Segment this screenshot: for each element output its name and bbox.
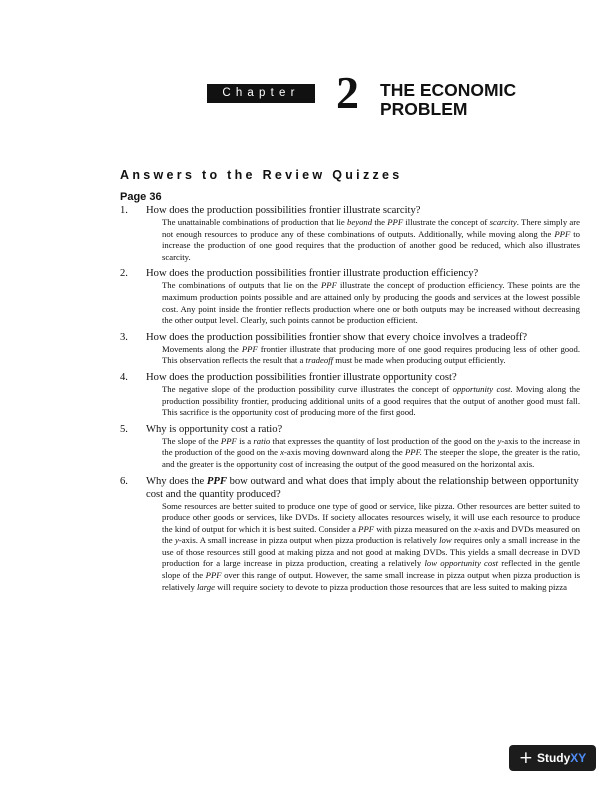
- plus-icon: +: [518, 747, 533, 768]
- text-run: bow outward and what does that imply about the relationship between opportunity cost and the quantity produced?: [146, 475, 579, 500]
- answer-text: [162, 384, 580, 419]
- qa-item: [120, 423, 580, 471]
- text-run: frontier illustrate that producing more of one good requires producing less of other good. This observation reflects the result that a: [162, 343, 580, 366]
- question: [120, 423, 580, 436]
- text-run: The negative slope of the production possibility curve illustrates the concept of: [162, 383, 453, 394]
- text-run: PPF: [241, 343, 258, 354]
- page-label: Page 36: [120, 191, 162, 203]
- text-run: -axis. A small increase in pizza output when pizza production is relatively: [178, 535, 440, 546]
- chapter-label: Chapter: [207, 84, 315, 103]
- text-run: The combinations of outputs that lie on the: [162, 280, 321, 291]
- answer-text: [162, 501, 580, 594]
- text-run: requires only a small increase in the use of those resources still good at making pizza and not good at making DVDs. This yields a small decrease in DVD production for a large increase in pizza production, creating a relatively: [162, 535, 580, 569]
- chapter-title: [380, 81, 516, 119]
- text-run: The steeper the slope, the greater is the ratio, and the greater is the opportunity cost of increasing the output of the good measured on the horizontal axis.: [162, 447, 580, 469]
- answer-text: [162, 217, 580, 263]
- text-run: tradeoff: [305, 355, 334, 366]
- brand-name-part1: Study: [536, 751, 571, 765]
- brand-name-part2: XY: [570, 751, 587, 765]
- text-run: illustrate the concept of production efficiency. These points are the maximum production points possible and are attained only by producing the goods and services at the lowest possible cost. Any point inside the frontier reflects production where one or both outputs may be increased without decreasing the other output level. Clearly, such points cannot be production efficient.: [162, 280, 580, 326]
- qa-list: [120, 204, 580, 597]
- question-text: How does the production possibilities frontier illustrate production efficiency?: [146, 268, 479, 280]
- text-run: that expresses the quantity of lost production of the good on the: [270, 435, 498, 446]
- text-run: over this range of output. However, the same small increase in pizza output when pizza production is relatively: [162, 570, 580, 592]
- qa-item: [120, 267, 580, 326]
- text-run: ratio: [253, 435, 271, 446]
- question: [120, 475, 580, 501]
- chapter-number: 2: [336, 67, 359, 118]
- text-run: large: [196, 581, 215, 592]
- text-run: Some resources are better suited to produce one type of good or service, like pizza. Other resources are better suited to produce other goods or services, like DVDs. If society allocates resources wisely, it will use each resource to produce the kind of output for which it is best suited. Consider a: [162, 500, 580, 534]
- text-run: PPF: [206, 475, 227, 487]
- text-run: the: [372, 217, 388, 227]
- question-text: How does the production possibilities frontier illustrate opportunity cost?: [146, 371, 457, 383]
- question-text: [146, 475, 580, 501]
- text-run: PPF: [220, 435, 237, 446]
- studyxy-badge[interactable]: [509, 745, 596, 771]
- text-run: must be made when producing output efficiently.: [333, 355, 506, 366]
- text-run: PPF: [358, 523, 375, 534]
- text-run: x: [473, 523, 478, 534]
- text-run: -axis moving downward along the: [284, 447, 405, 458]
- text-run: Movements along the: [162, 343, 242, 354]
- question-number: 2.: [120, 268, 128, 280]
- text-run: The slope of the: [162, 435, 221, 446]
- question: [120, 267, 580, 280]
- text-run: PPF: [387, 217, 404, 227]
- text-run: y: [174, 535, 179, 546]
- text-run: to increase the production of one good requires that the production of another good be reduced, which also illustrates scarcity.: [162, 228, 580, 262]
- question: [120, 371, 580, 384]
- text-run: low: [439, 535, 452, 546]
- text-run: illustrate the concept of: [403, 217, 490, 227]
- text-run: PPF: [554, 228, 571, 239]
- text-run: is a: [236, 435, 254, 446]
- question-text: How does the production possibilities frontier show that every choice involves a tradeoff?: [146, 331, 528, 343]
- text-run: scarcity: [489, 217, 517, 227]
- answer-text: [162, 280, 580, 326]
- question-number: 4.: [120, 371, 128, 383]
- text-run: -axis and DVDs measured on the: [162, 523, 581, 546]
- text-run: Why does the: [146, 475, 207, 487]
- question: [120, 204, 580, 217]
- question-number: 5.: [120, 423, 128, 435]
- qa-item: [120, 371, 580, 419]
- section-heading: Answers to the Review Quizzes: [120, 168, 403, 182]
- question-number: 6.: [120, 475, 128, 487]
- text-run: PPF: [205, 570, 222, 581]
- text-run: PPF: [320, 280, 337, 291]
- text-run: will require society to devote to pizza production those resources that are less suited to making pizza: [215, 581, 567, 592]
- text-run: opportunity cost.: [452, 383, 513, 394]
- question: [120, 331, 580, 344]
- text-run: reflected in the gentle slope of the: [162, 558, 581, 581]
- qa-item: [120, 331, 580, 367]
- answer-text: [162, 436, 580, 471]
- question-text: Why is opportunity cost a ratio?: [146, 423, 283, 435]
- question-text: How does the production possibilities frontier illustrate scarcity?: [146, 205, 421, 216]
- text-run: The unattainable combinations of production that lie: [162, 217, 348, 227]
- text-run: y: [497, 435, 502, 446]
- text-run: -axis to the increase in the production of the good on the: [162, 435, 580, 458]
- chapter-title-line2: PROBLEM: [380, 99, 468, 119]
- text-run: . There simply are not enough resources to produce any of these combinations of outputs. Additionally, while moving along the: [162, 217, 581, 239]
- qa-item: [120, 475, 580, 594]
- qa-item: [120, 204, 580, 263]
- brand-name: [537, 751, 586, 765]
- answer-text: [162, 344, 580, 367]
- text-run: Moving along the production possibility frontier, producing additional units of a good requires that the output of another good must fall. This sacrifice is the opportunity cost of producing more of the first good.: [162, 383, 580, 418]
- chapter-title-line1: THE ECONOMIC: [380, 80, 517, 100]
- question-number: 1.: [120, 205, 128, 216]
- text-run: x: [280, 447, 284, 458]
- text-run: low opportunity cost: [424, 558, 499, 569]
- text-run: beyond: [347, 217, 373, 227]
- question-number: 3.: [120, 331, 128, 343]
- text-run: PPF.: [404, 447, 422, 458]
- text-run: with pizza measured on the: [374, 523, 474, 534]
